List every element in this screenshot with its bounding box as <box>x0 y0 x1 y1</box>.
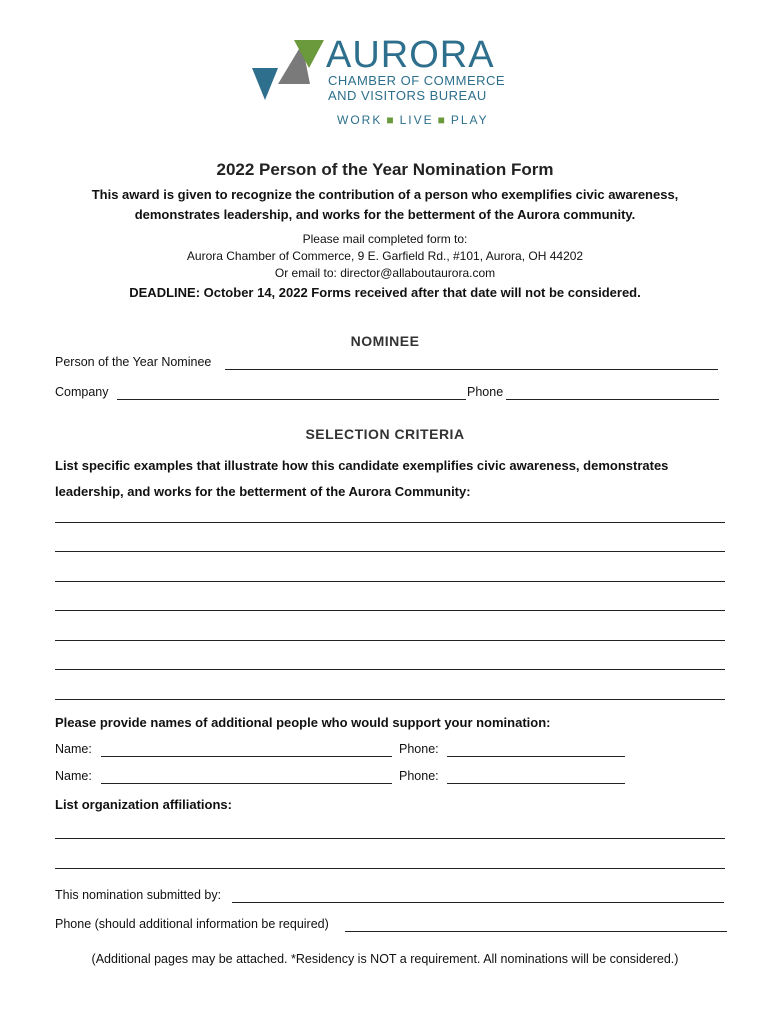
nominee-input-line[interactable] <box>225 369 718 370</box>
criteria-answer-line[interactable] <box>55 610 725 611</box>
supporter-1-phone-label: Phone: <box>399 742 439 756</box>
intro-line-2: demonstrates leadership, and works for the betterment of the Aurora community. <box>134 207 636 222</box>
affiliations-line[interactable] <box>55 868 725 869</box>
criteria-answer-line[interactable] <box>55 669 725 670</box>
mail-line-1: Please mail completed form to: <box>302 232 468 246</box>
criteria-answer-line[interactable] <box>55 581 725 582</box>
nominee-heading: NOMINEE <box>350 333 420 349</box>
submitter-phone-label: Phone (should additional information be required) <box>55 917 329 931</box>
affiliations-label: List organization affiliations: <box>55 797 232 812</box>
logo-line-2: AND VISITORS BUREAU <box>328 88 487 103</box>
intro-text <box>0 185 770 225</box>
deadline-text: DEADLINE: October 14, 2022 Forms received after that date will not be considered. <box>129 285 641 300</box>
nominee-phone-label: Phone <box>467 385 504 399</box>
criteria-prompt-line-2: leadership, and works for the betterment of the Aurora Community: <box>55 484 471 499</box>
supporter-2-phone-label: Phone: <box>399 769 439 783</box>
criteria-answer-line[interactable] <box>55 522 725 523</box>
tagline-play: PLAY <box>450 113 489 127</box>
mail-line-3: Or email to: director@allaboutaurora.com <box>274 266 496 280</box>
criteria-answer-line[interactable] <box>55 551 725 552</box>
logo-tagline: WORK ■ LIVE ■ PLAY <box>337 113 489 127</box>
criteria-heading: SELECTION CRITERIA <box>305 426 465 442</box>
supporters-prompt: Please provide names of additional people who would support your nomination: <box>55 715 551 730</box>
supporter-2-phone-line[interactable] <box>447 783 625 784</box>
tagline-live: LIVE <box>399 113 434 127</box>
company-label: Company <box>55 385 109 399</box>
affiliations-line[interactable] <box>55 838 725 839</box>
supporter-2-name-line[interactable] <box>101 783 392 784</box>
supporter-1-phone-line[interactable] <box>447 756 625 757</box>
nominee-label: Person of the Year Nominee <box>55 355 212 369</box>
mail-line-2: Aurora Chamber of Commerce, 9 E. Garfield Rd., #101, Aurora, OH 44202 <box>186 249 584 263</box>
submitter-phone-line[interactable] <box>345 931 727 932</box>
footnote: (Additional pages may be attached. *Residency is NOT a requirement. All nominations will be considered.) <box>91 952 679 966</box>
criteria-answer-line[interactable] <box>55 640 725 641</box>
submitted-by-line[interactable] <box>232 902 724 903</box>
logo-line-1: CHAMBER OF COMMERCE <box>328 73 506 88</box>
logo-wordmark: AURORA <box>326 34 495 76</box>
form-title: 2022 Person of the Year Nomination Form <box>216 160 554 179</box>
supporter-1-name-label: Name: <box>55 742 92 756</box>
nominee-phone-input-line[interactable] <box>506 399 719 400</box>
mail-instructions <box>0 231 770 282</box>
criteria-answer-line[interactable] <box>55 699 725 700</box>
criteria-prompt-line-1: List specific examples that illustrate how this candidate exemplifies civic awareness, demonstrates <box>55 458 669 473</box>
tagline-work: WORK <box>337 113 383 127</box>
aurora-logo <box>250 34 525 130</box>
supporter-1-name-line[interactable] <box>101 756 392 757</box>
supporter-2-name-label: Name: <box>55 769 92 783</box>
logo-triangles-icon <box>250 38 330 104</box>
company-input-line[interactable] <box>117 399 466 400</box>
submitted-by-label: This nomination submitted by: <box>55 888 222 902</box>
intro-line-1: This award is given to recognize the contribution of a person who exemplifies civic awareness, <box>91 187 679 202</box>
